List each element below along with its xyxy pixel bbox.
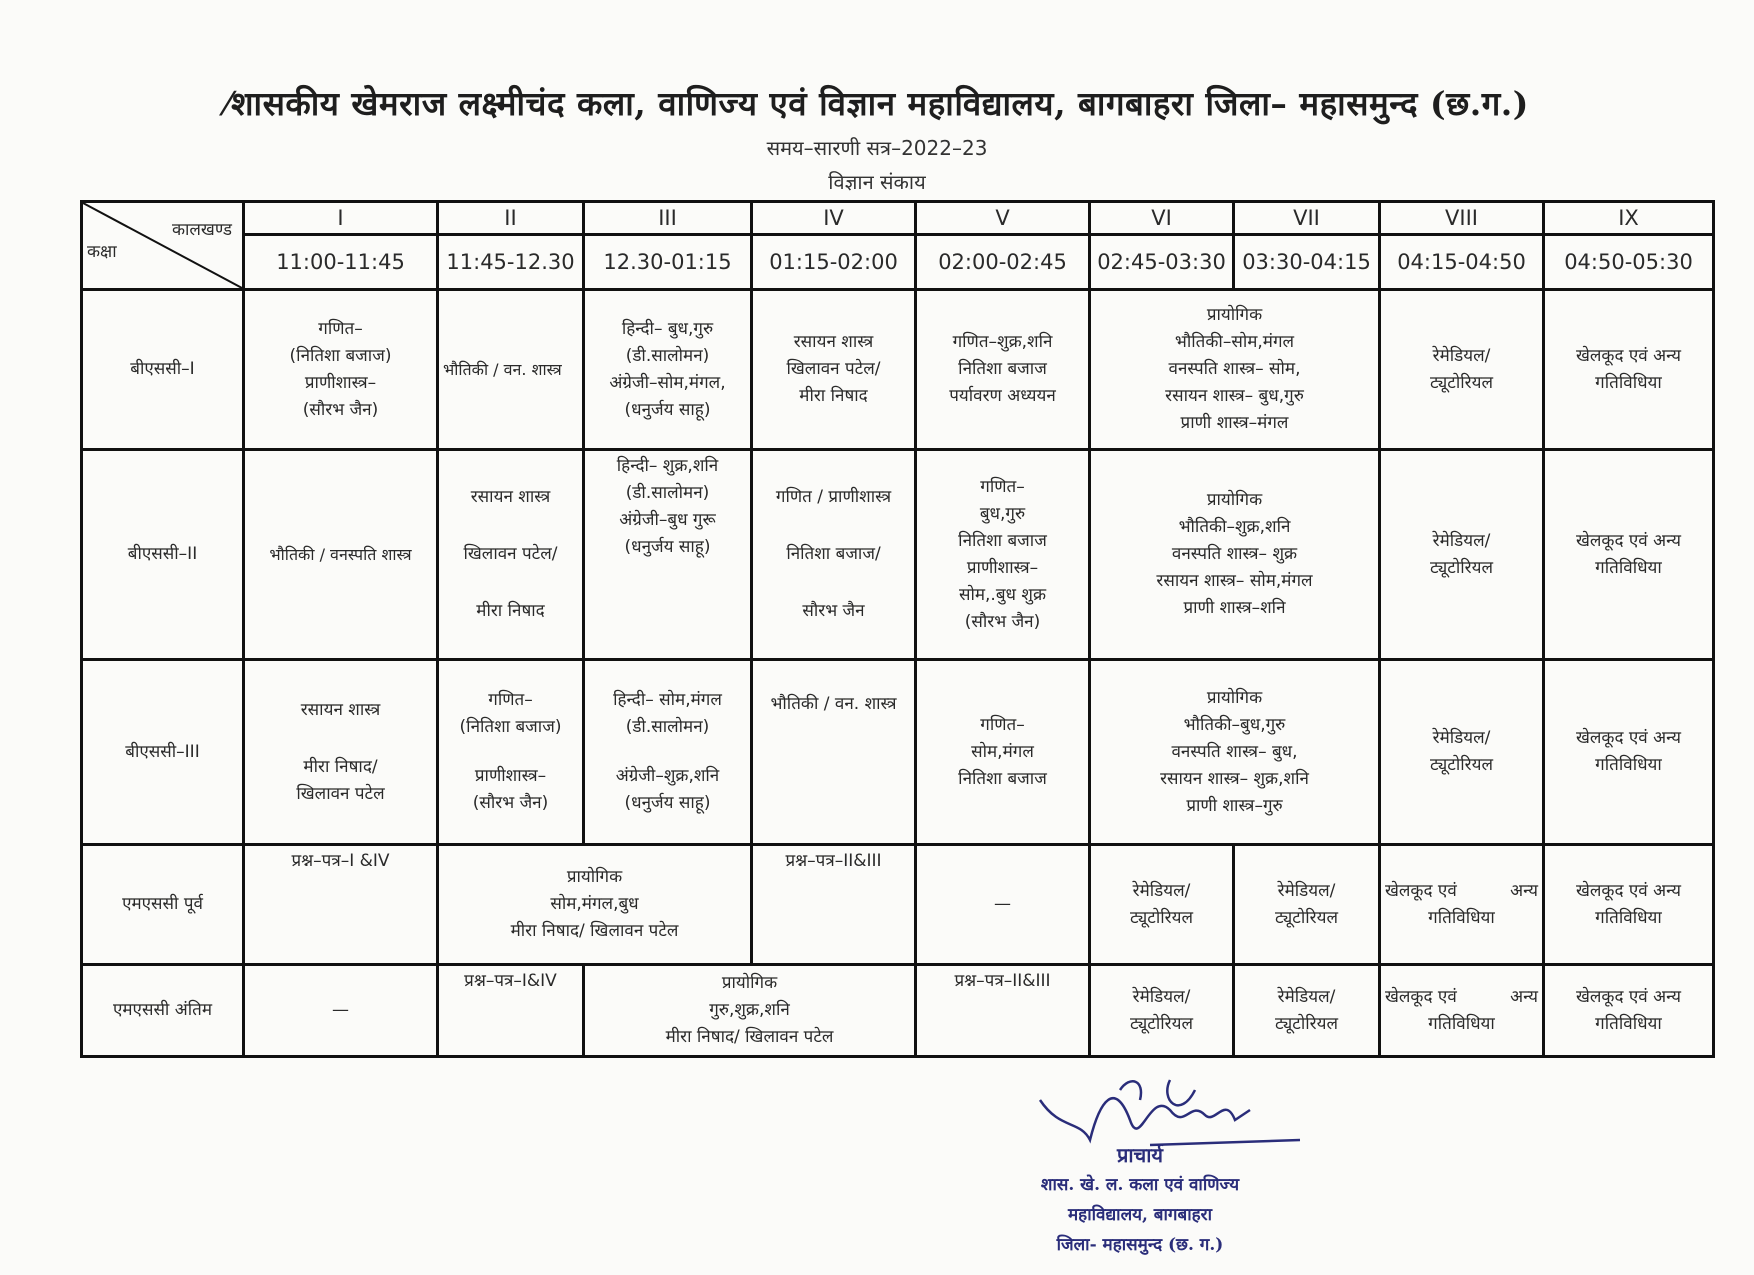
timetable-cell — [1544, 845, 1714, 965]
cell-line: (डी.सालोमन) — [625, 717, 710, 737]
timetable-cell-practical — [438, 845, 752, 965]
cell-line: रेमेडियल/ — [1432, 345, 1491, 366]
cell-line: ट्यूटोरियल — [1275, 1013, 1338, 1034]
cell-line: ट्यूटोरियल — [1130, 1013, 1193, 1034]
class-label: एमएससी पूर्व — [82, 845, 244, 965]
corner-label-period: कालखण्ड — [171, 220, 232, 240]
cell-line: गणित– — [318, 318, 363, 339]
cell-line: (धनुर्जय साहू) — [624, 399, 711, 420]
timetable-cell — [438, 660, 584, 845]
cell-line: खेलकूद एवं — [1385, 986, 1457, 1007]
timetable-cell — [1380, 290, 1544, 450]
cell-line: भौतिकी–बुध,गुरु — [1183, 714, 1286, 735]
cell-line: प्राणी शास्त्र–शनि — [1183, 598, 1286, 618]
cell-line: (सौरभ जैन) — [964, 611, 1041, 632]
cell-line: खिलावन पटेल/ — [463, 544, 558, 564]
cell-line: हिन्दी– शुक्र,शनि — [616, 456, 719, 476]
cell-line: प्रायोगिक — [566, 867, 623, 887]
timetable-cell — [584, 450, 752, 660]
cell-line: प्राणीशास्त्र– — [304, 372, 377, 393]
cell-line: वनस्पति शास्त्र– शुक्र — [1171, 544, 1298, 564]
cell-line: रसायन शास्त्र– सोम,मंगल — [1156, 571, 1313, 591]
cell-line: गतिविधिया — [1595, 755, 1662, 775]
cell-line: ट्यूटोरियल — [1275, 907, 1338, 928]
period-time: 04:50-05:30 — [1544, 235, 1714, 290]
cell-line: खिलावन पटेल — [296, 783, 385, 804]
cell-line: मीरा निषाद — [476, 601, 545, 621]
cell-line: (सौरभ जैन) — [302, 399, 379, 420]
timetable-cell — [1090, 845, 1234, 965]
timetable-cell-practical — [1090, 660, 1380, 845]
cell-line: रेमेडियल/ — [1432, 530, 1491, 551]
period-time: 02:00-02:45 — [916, 235, 1090, 290]
cell-line: प्राणीशास्त्र– — [474, 766, 547, 786]
timetable-cell — [1090, 965, 1234, 1057]
cell-line: खेलकूद एवं — [1385, 880, 1457, 901]
timetable-cell — [916, 660, 1090, 845]
timetable — [80, 200, 1715, 1058]
cell-line: रेमेडियल/ — [1132, 986, 1191, 1007]
timetable-cell — [1380, 660, 1544, 845]
cell-line: गणित / प्राणीशास्त्र — [775, 487, 892, 507]
cell-line: मीरा निषाद/ — [303, 756, 378, 777]
period-time: 03:30-04:15 — [1234, 235, 1380, 290]
cell-line: गतिविधिया — [1428, 907, 1495, 928]
timetable-cell — [1380, 845, 1544, 965]
cell-line: वनस्पति शास्त्र– सोम, — [1168, 359, 1301, 379]
timetable-cell — [1544, 965, 1714, 1057]
cell-line: रसायन शास्त्र — [793, 332, 874, 352]
period-number: IX — [1544, 202, 1714, 235]
cell-line: रसायन शास्त्र — [470, 487, 551, 507]
cell-line: रसायन शास्त्र– शुक्र,शनि — [1160, 768, 1309, 789]
cell-line: ट्यूटोरियल — [1430, 557, 1493, 578]
period-time-row — [82, 235, 1714, 290]
cell-line: गणित– — [980, 714, 1025, 735]
timetable-cell — [1544, 450, 1714, 660]
cell-line: बुध,गुरु — [979, 503, 1026, 524]
period-time: 11:45-12.30 — [438, 235, 584, 290]
cell-line: रसायन शास्त्र– बुध,गुरु — [1165, 386, 1304, 406]
period-number: VII — [1234, 202, 1380, 235]
cell-line: रसायन शास्त्र — [300, 699, 381, 720]
cell-line: रेमेडियल/ — [1277, 880, 1336, 901]
timetable-cell — [916, 290, 1090, 450]
period-number-row — [82, 202, 1714, 235]
class-label: एमएससी अंतिम — [82, 965, 244, 1057]
timetable-cell — [584, 660, 752, 845]
cell-line: गणित– — [980, 476, 1025, 497]
principal-stamp — [990, 1140, 1290, 1260]
timetable-cell — [752, 290, 916, 450]
cell-line: प्राणीशास्त्र– — [966, 557, 1039, 578]
cell-line: (डी.सालोमन) — [625, 483, 710, 503]
timetable-cell-practical — [584, 965, 916, 1057]
timetable-cell-practical — [1090, 290, 1380, 450]
period-number: V — [916, 202, 1090, 235]
cell-line: नितिशा बजाज — [958, 768, 1047, 789]
cell-line: ट्यूटोरियल — [1430, 755, 1493, 775]
table-row-bsc-1 — [82, 290, 1714, 450]
cell-line: (डी.सालोमन) — [625, 345, 710, 366]
period-number: IV — [752, 202, 916, 235]
timetable-cell — [584, 290, 752, 450]
table-row-bsc-3 — [82, 660, 1714, 845]
cell-line: खेलकूद एवं अन्य — [1575, 728, 1682, 748]
cell-line: भौतिकी–शुक्र,शनि — [1178, 517, 1291, 537]
cell-line: हिन्दी– सोम,मंगल — [613, 690, 722, 710]
cell-line: गतिविधिया — [1595, 557, 1662, 578]
cell-line: गुरु,शुक्र,शनि — [709, 1000, 790, 1020]
period-number: VIII — [1380, 202, 1544, 235]
cell-line: ट्यूटोरियल — [1130, 907, 1193, 928]
class-label: बीएससी–III — [82, 660, 244, 845]
period-number: III — [584, 202, 752, 235]
timetable-cell — [1544, 660, 1714, 845]
cell-line: भौतिकी–सोम,मंगल — [1174, 332, 1295, 352]
cell-line: प्राणी शास्त्र–गुरु — [1186, 795, 1283, 816]
cell-line: अन्य — [1510, 880, 1538, 901]
session-subtitle: समय–सारणी सत्र–2022–23 — [766, 136, 988, 160]
cell-line: अंग्रेजी–शुक्र,शनि — [615, 766, 720, 786]
cell-line: रेमेडियल/ — [1277, 986, 1336, 1007]
timetable-cell: भौतिकी / वनस्पति शास्त्र — [244, 450, 438, 660]
cell-line: खिलावन पटेल/ — [786, 359, 881, 379]
period-time: 01:15-02:00 — [752, 235, 916, 290]
timetable-cell-practical — [1090, 450, 1380, 660]
timetable-cell — [1380, 450, 1544, 660]
timetable-cell: प्रश्न–पत्र–I&IV — [438, 965, 584, 1057]
cell-line: सौरभ जैन — [802, 601, 865, 621]
timetable-cell: भौतिकी / वन. शास्त्र — [752, 660, 916, 845]
cell-line: (धनुर्जय साहू) — [624, 537, 711, 557]
cell-line: गतिविधिया — [1428, 1013, 1495, 1034]
stamp-line: शास. खे. ल. कला एवं वाणिज्य — [1040, 1175, 1240, 1195]
cell-line: सोम,मंगल — [971, 741, 1034, 762]
cell-line: प्रायोगिक — [721, 973, 778, 993]
cell-line: अंग्रेजी–सोम,मंगल, — [609, 372, 726, 393]
timetable-cell — [1544, 290, 1714, 450]
stamp-line: महाविद्यालय, बागबाहरा — [1068, 1205, 1212, 1225]
timetable-cell — [752, 450, 916, 660]
class-label: बीएससी–I — [82, 290, 244, 450]
timetable-cell: प्रश्न–पत्र–II&III — [916, 965, 1090, 1057]
cell-line: खेलकूद एवं अन्य — [1575, 986, 1682, 1007]
cell-line: अंग्रेजी–बुध गुरू — [619, 510, 716, 530]
cell-line: (नितिशा बजाज) — [289, 345, 392, 366]
page-title: ⁄शासकीय खेमराज लक्ष्मीचंद कला, वाणिज्य एवं विज्ञान महाविद्यालय, बागबाहरा जिला– महासमुन्द (छ.ग.) — [225, 84, 1529, 123]
cell-line: मीरा निषाद — [799, 386, 868, 406]
cell-line: प्राणी शास्त्र–मंगल — [1180, 413, 1289, 433]
cell-line: नितिशा बजाज — [958, 530, 1047, 551]
cell-line: रेमेडियल/ — [1132, 880, 1191, 901]
cell-line: सोम,मंगल,बुध — [550, 894, 639, 914]
cell-line: पर्यावरण अध्ययन — [949, 386, 1056, 406]
cell-line: खेलकूद एवं अन्य — [1575, 880, 1682, 901]
cell-line: प्रायोगिक — [1206, 305, 1263, 325]
cell-line: खेलकूद एवं अन्य — [1575, 530, 1682, 551]
timetable-cell — [1380, 965, 1544, 1057]
timetable-cell — [244, 660, 438, 845]
cell-line: गणित– — [488, 690, 533, 710]
cell-line: (सौरभ जैन) — [472, 793, 549, 813]
period-time: 02:45-03:30 — [1090, 235, 1234, 290]
header-corner-cell — [82, 202, 244, 290]
timetable-cell — [244, 290, 438, 450]
cell-line: मीरा निषाद/ खिलावन पटेल — [510, 921, 679, 941]
cell-line: वनस्पति शास्त्र– बुध, — [1171, 741, 1298, 762]
table-row-msc-previous — [82, 845, 1714, 965]
timetable-cell: प्रश्न–पत्र–I &IV — [244, 845, 438, 965]
cell-line: प्रायोगिक — [1206, 490, 1263, 510]
cell-line: (धनुर्जय साहू) — [624, 793, 711, 813]
period-number: I — [244, 202, 438, 235]
faculty-subtitle: विज्ञान संकाय — [828, 170, 926, 194]
cell-line: मीरा निषाद/ खिलावन पटेल — [665, 1027, 834, 1047]
cell-line: रेमेडियल/ — [1432, 728, 1491, 748]
cell-line: सोम,.बुध शुक्र — [958, 584, 1047, 605]
cell-line: गतिविधिया — [1595, 1013, 1662, 1034]
stamp-line: जिला- महासमुन्द (छ. ग.) — [1056, 1235, 1224, 1255]
table-row-msc-final — [82, 965, 1714, 1057]
timetable-cell: — — [916, 845, 1090, 965]
corner-label-class: कक्षा — [87, 242, 117, 262]
period-number: II — [438, 202, 584, 235]
cell-line: नितिशा बजाज — [958, 359, 1047, 379]
timetable-cell: — — [244, 965, 438, 1057]
period-number: VI — [1090, 202, 1234, 235]
cell-line: ट्यूटोरियल — [1430, 372, 1493, 393]
cell-line: खेलकूद एवं अन्य — [1575, 345, 1682, 366]
cell-line: गणित–शुक्र,शनि — [952, 332, 1053, 352]
cell-line: हिन्दी– बुध,गुरु — [621, 318, 714, 339]
cell-line: गतिविधिया — [1595, 907, 1662, 928]
cell-line: प्रायोगिक — [1206, 687, 1263, 708]
period-time: 04:15-04:50 — [1380, 235, 1544, 290]
timetable-cell — [438, 450, 584, 660]
cell-line: अन्य — [1510, 986, 1538, 1007]
table-row-bsc-2 — [82, 450, 1714, 660]
timetable-cell: प्रश्न–पत्र–II&III — [752, 845, 916, 965]
class-label: बीएससी–II — [82, 450, 244, 660]
stamp-line: प्राचार्य — [1116, 1143, 1164, 1167]
timetable-cell — [1234, 965, 1380, 1057]
cell-line: नितिशा बजाज/ — [786, 544, 881, 564]
period-time: 11:00-11:45 — [244, 235, 438, 290]
cell-line: (नितिशा बजाज) — [459, 717, 562, 737]
period-time: 12.30-01:15 — [584, 235, 752, 290]
cell-line: गतिविधिया — [1595, 372, 1662, 393]
timetable-cell — [916, 450, 1090, 660]
timetable-cell — [1234, 845, 1380, 965]
timetable-cell: भौतिकी / वन. शास्त्र — [438, 290, 584, 450]
